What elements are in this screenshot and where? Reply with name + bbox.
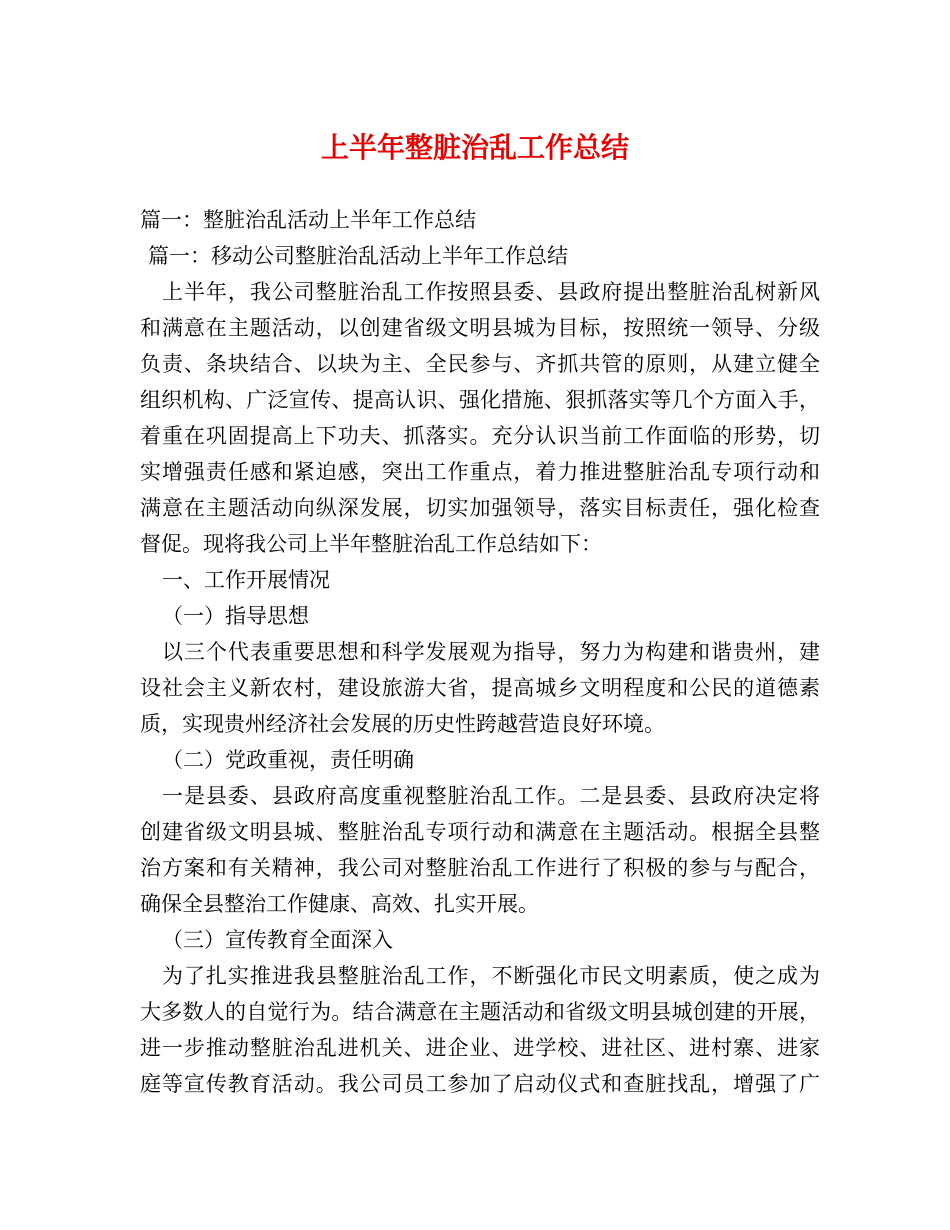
section-heading: 一、工作开展情况: [162, 568, 330, 592]
paragraph-line: 督促。现将我公司上半年整脏治乱工作总结如下：: [140, 532, 602, 556]
paragraph-line: 满意在主题活动向纵深发展，切实加强领导，落实目标责任，强化检查: [140, 496, 820, 520]
paragraph-line: 确保全县整治工作健康、高效、扎实开展。: [140, 892, 539, 916]
paragraph-line: 治方案和有关精神，我公司对整脏治乱工作进行了积极的参与与配合，: [140, 856, 820, 880]
subsection-heading: 篇一：移动公司整脏治乱活动上半年工作总结: [148, 244, 568, 268]
subsection-heading: （三）宣传教育全面深入: [162, 928, 393, 952]
paragraph-line: 以三个代表重要思想和科学发展观为指导，努力为构建和谐贵州，建: [162, 640, 820, 664]
paragraph-line: 负责、条块结合、以块为主、全民参与、齐抓共管的原则，从建立健全: [140, 352, 820, 376]
paragraph-line: 为了扎实推进我县整脏治乱工作，不断强化市民文明素质，使之成为: [162, 964, 820, 988]
section-heading: 篇一：整脏治乱活动上半年工作总结: [140, 208, 476, 232]
paragraph-line: 大多数人的自觉行为。结合满意在主题活动和省级文明县城创建的开展，: [140, 1000, 820, 1024]
paragraph-line: 着重在巩固提高上下功夫、抓落实。充分认识当前工作面临的形势，切: [140, 424, 820, 448]
paragraph-line: 质，实现贵州经济社会发展的历史性跨越营造良好环境。: [140, 712, 665, 736]
subsection-heading: （二）党政重视，责任明确: [162, 748, 414, 772]
paragraph-line: 组织机构、广泛宣传、提高认识、强化措施、狠抓落实等几个方面入手，: [140, 388, 820, 412]
paragraph-line: 进一步推动整脏治乱进机关、进企业、进学校、进社区、进村寨、进家: [140, 1036, 820, 1060]
paragraph-line: 庭等宣传教育活动。我公司员工参加了启动仪式和查脏找乱，增强了广: [140, 1072, 820, 1096]
document-title: 上半年整脏治乱工作总结: [320, 131, 629, 164]
subsection-heading: （一）指导思想: [162, 604, 309, 628]
paragraph-line: 设社会主义新农村，建设旅游大省，提高城乡文明程度和公民的道德素: [140, 676, 820, 700]
paragraph-line: 上半年，我公司整脏治乱工作按照县委、县政府提出整脏治乱树新风: [162, 280, 820, 304]
paragraph-line: 和满意在主题活动，以创建省级文明县城为目标，按照统一领导、分级: [140, 316, 820, 340]
paragraph-line: 一是县委、县政府高度重视整脏治乱工作。二是县委、县政府决定将: [162, 784, 820, 808]
paragraph-line: 实增强责任感和紧迫感，突出工作重点，着力推进整脏治乱专项行动和: [140, 460, 820, 484]
paragraph-line: 创建省级文明县城、整脏治乱专项行动和满意在主题活动。根据全县整: [140, 820, 820, 844]
